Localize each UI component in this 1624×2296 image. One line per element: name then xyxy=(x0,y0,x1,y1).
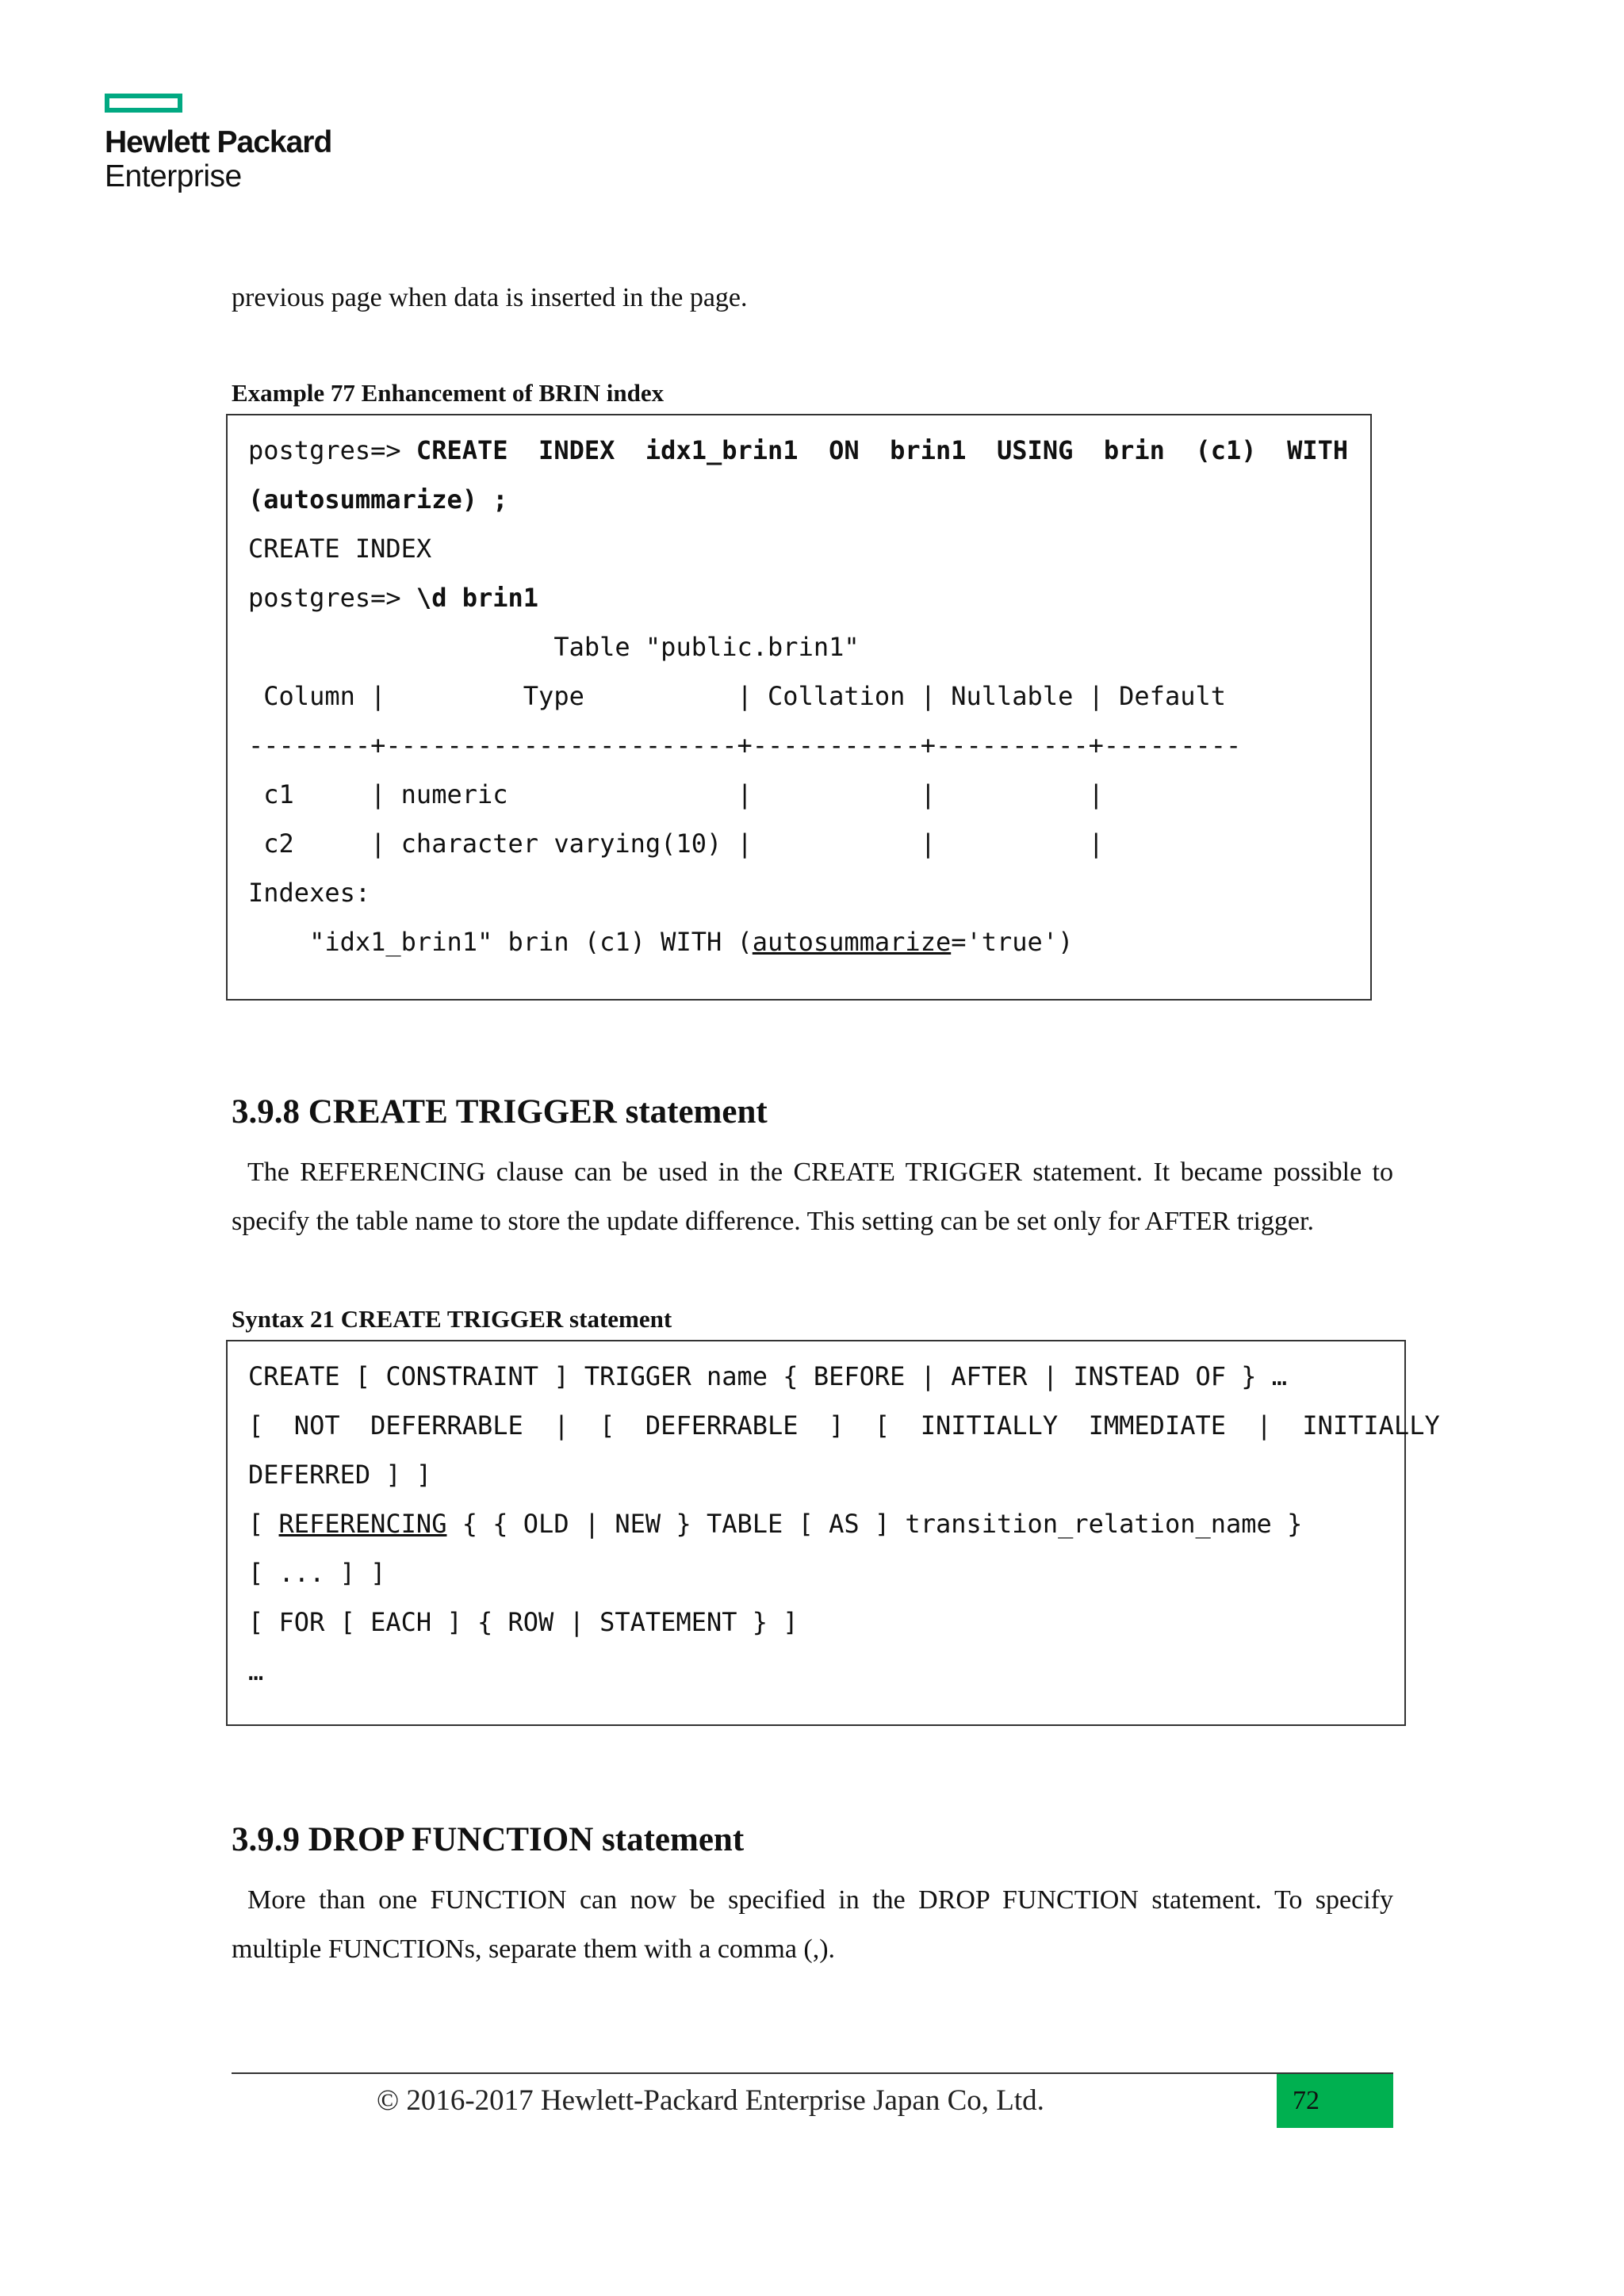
index-def-option: autosummarize xyxy=(752,927,952,957)
logo-brand-line1: Hewlett Packard xyxy=(105,125,332,159)
code-line-row-c2: c2 | character varying(10) | | | xyxy=(248,828,1104,859)
section-3-9-8-heading: 3.9.8 CREATE TRIGGER statement xyxy=(232,1093,768,1131)
syntax-line-4-post: { { OLD | NEW } TABLE [ AS ] transition_relation_name } xyxy=(446,1509,1303,1539)
hpe-logo xyxy=(105,94,331,193)
index-def-prefix: "idx1_brin1" brin (c1) WITH ( xyxy=(248,927,753,957)
code-line-header-row: Column | Type | Collation | Nullable | Default xyxy=(248,681,1226,711)
syntax-line-6: [ FOR [ EACH ] { ROW | STATEMENT } ] xyxy=(248,1607,799,1637)
syntax-line-4-pre: [ xyxy=(248,1509,279,1539)
code-line-result: CREATE INDEX xyxy=(248,534,432,564)
footer-copyright: © 2016-2017 Hewlett-Packard Enterprise Japan Co, Ltd. xyxy=(377,2084,1044,2117)
syntax-line-1: CREATE [ CONSTRAINT ] TRIGGER name { BEFORE | AFTER | INSTEAD OF } … xyxy=(248,1361,1288,1391)
syntax-referencing-keyword: REFERENCING xyxy=(278,1509,447,1539)
syntax-line-2: [ NOT DEFERRABLE | [ DEFERRABLE ] [ INITIALLY IMMEDIATE | INITIALLY xyxy=(248,1410,1440,1441)
code-command: CREATE INDEX idx1_brin1 ON brin1 USING brin (c1) WITH xyxy=(416,435,1349,465)
code-line-index-def xyxy=(248,926,1073,958)
code-line-describe xyxy=(248,582,538,614)
example-77-code-block xyxy=(226,414,1372,1001)
code-describe-command: \d brin1 xyxy=(416,583,539,613)
syntax-21-caption: Syntax 21 CREATE TRIGGER statement xyxy=(232,1305,672,1333)
code-line-command-cont: (autosummarize) ; xyxy=(248,484,508,515)
syntax-line-5: [ ... ] ] xyxy=(248,1558,386,1588)
code-prompt: postgres=> xyxy=(248,583,416,613)
intro-paragraph: previous page when data is inserted in the page. xyxy=(232,283,748,312)
syntax-21-code-block xyxy=(226,1340,1440,1726)
code-prompt: postgres=> xyxy=(248,435,416,465)
footer-divider xyxy=(232,2072,1393,2074)
example-77-caption: Example 77 Enhancement of BRIN index xyxy=(232,379,665,407)
logo-brand-line2: Enterprise xyxy=(105,159,242,193)
code-line-command xyxy=(248,434,1348,466)
section-3-9-9-body: More than one FUNCTION can now be specified in the DROP FUNCTION statement. To specify multiple FUNCTIONs, separate them with a comma (,). xyxy=(232,1885,1393,1964)
code-line-separator: --------+-----------------------+-----------+----------+--------- xyxy=(248,730,1242,760)
section-3-9-9-heading: 3.9.9 DROP FUNCTION statement xyxy=(232,1821,745,1858)
hpe-logo-mark xyxy=(105,94,182,113)
code-line-row-c1: c1 | numeric | | | xyxy=(248,779,1104,809)
index-def-suffix: ='true') xyxy=(951,927,1074,957)
page-number-badge: 72 xyxy=(1277,2074,1393,2128)
code-line-indexes-label: Indexes: xyxy=(248,878,371,908)
syntax-line-3: DEFERRED ] ] xyxy=(248,1460,432,1490)
section-3-9-8-body: The REFERENCING clause can be used in the CREATE TRIGGER statement. It became possible to specify the table name to store the update difference. This setting can be set only for AFTER trigger. xyxy=(232,1158,1393,1236)
syntax-line-7: … xyxy=(248,1656,264,1686)
syntax-line-4 xyxy=(248,1508,1302,1540)
code-line-table-title: Table "public.brin1" xyxy=(248,632,860,662)
